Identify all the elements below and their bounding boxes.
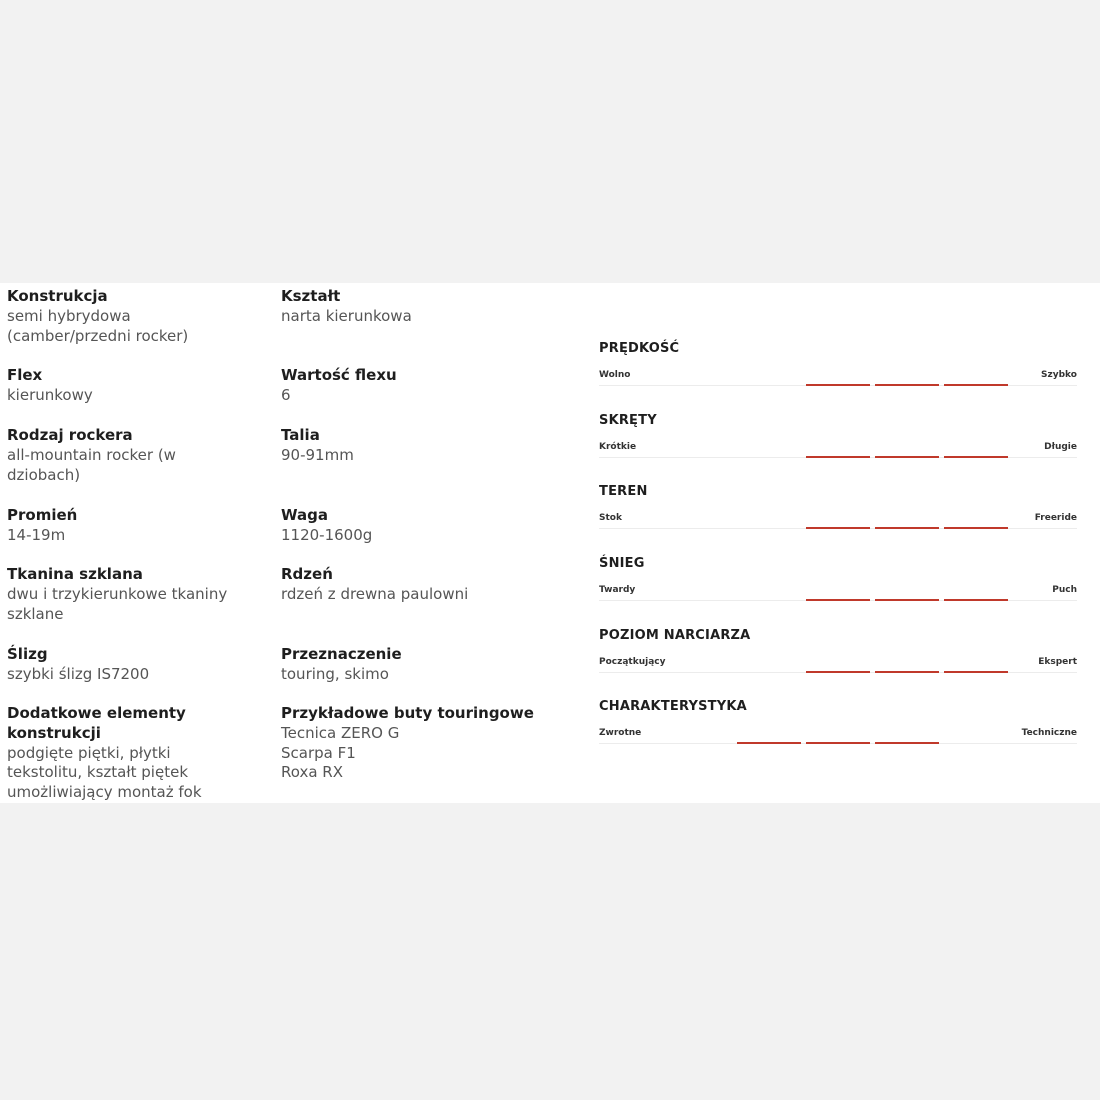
spec-value-line: 14-19m bbox=[7, 525, 66, 544]
rating-teren bbox=[599, 484, 1079, 544]
spec-label: Talia bbox=[281, 426, 320, 444]
rating-track bbox=[599, 528, 1077, 529]
spec-slizg bbox=[7, 645, 277, 685]
spec-value-line: Roxa RX bbox=[281, 763, 343, 782]
spec-value-line: szklane bbox=[7, 604, 64, 623]
rating-predkosc bbox=[599, 341, 1079, 401]
spec-rdzen bbox=[281, 565, 551, 605]
spec-label: Tkanina szklana bbox=[7, 565, 143, 583]
spec-label: Kształt bbox=[281, 287, 341, 305]
rating-min-label: Początkujący bbox=[599, 657, 666, 667]
rating-min-label: Stok bbox=[599, 513, 622, 523]
rating-segment bbox=[806, 384, 870, 386]
rating-poziom-narciarza bbox=[599, 628, 1079, 688]
spec-label: Przeznaczenie bbox=[281, 645, 402, 663]
spec-konstrukcja bbox=[7, 287, 277, 346]
spec-value bbox=[7, 585, 277, 625]
spec-value-line: all-mountain rocker (w bbox=[7, 445, 176, 464]
spec-przykladowe-buty-touringowe bbox=[281, 704, 551, 783]
rating-max-label: Techniczne bbox=[1021, 728, 1077, 738]
spec-label: Flex bbox=[7, 366, 43, 384]
spec-value-line: dziobach) bbox=[7, 465, 81, 484]
spec-value-line: szybki ślizg IS7200 bbox=[7, 664, 150, 683]
spec-label: Waga bbox=[281, 506, 328, 524]
rating-track bbox=[599, 600, 1077, 601]
rating-track bbox=[599, 743, 1077, 744]
spec-talia bbox=[281, 426, 551, 466]
spec-value bbox=[281, 307, 551, 327]
spec-value bbox=[281, 526, 551, 546]
rating-segment bbox=[806, 527, 870, 529]
spec-wartosc-flexu bbox=[281, 366, 551, 406]
rating-max-label: Freeride bbox=[1034, 513, 1077, 523]
rating-track bbox=[599, 672, 1077, 673]
product-spec-panel bbox=[0, 283, 1100, 803]
rating-min-label: Zwrotne bbox=[599, 728, 642, 738]
rating-segment bbox=[806, 671, 870, 673]
spec-label: Wartość flexu bbox=[281, 366, 397, 384]
rating-min-label: Twardy bbox=[599, 585, 636, 595]
rating-max-label: Ekspert bbox=[1038, 657, 1077, 667]
rating-title: SKRĘTY bbox=[599, 413, 657, 428]
rating-title: ŚNIEG bbox=[599, 556, 645, 571]
spec-dodatkowe-elementy-konstrukcji bbox=[7, 704, 277, 803]
rating-max-label: Długie bbox=[1044, 442, 1077, 452]
spec-value-line: dwu i trzykierunkowe tkaniny bbox=[7, 584, 228, 603]
spec-label: Dodatkowe elementy konstrukcji bbox=[7, 704, 186, 742]
rating-segment bbox=[875, 527, 939, 529]
rating-title: CHARAKTERYSTYKA bbox=[599, 699, 747, 714]
spec-value-line: narta kierunkowa bbox=[281, 306, 412, 325]
spec-promien bbox=[7, 506, 277, 546]
spec-value bbox=[281, 386, 551, 406]
rating-segment bbox=[806, 742, 870, 744]
rating-title: TEREN bbox=[599, 484, 648, 499]
rating-snieg bbox=[599, 556, 1079, 616]
rating-segment bbox=[944, 599, 1008, 601]
spec-ksztalt bbox=[281, 287, 551, 327]
rating-segment bbox=[806, 456, 870, 458]
spec-tkanina-szklana bbox=[7, 565, 277, 624]
spec-label: Rodzaj rockera bbox=[7, 426, 133, 444]
rating-max-label: Szybko bbox=[1041, 370, 1077, 380]
rating-segment bbox=[875, 456, 939, 458]
rating-segment bbox=[944, 671, 1008, 673]
spec-value-line: tekstolitu, kształt piętek bbox=[7, 763, 189, 782]
rating-segment bbox=[944, 384, 1008, 386]
spec-value bbox=[281, 724, 551, 783]
spec-label: Przykładowe buty touringowe bbox=[281, 704, 534, 722]
spec-rodzaj-rockera bbox=[7, 426, 277, 485]
rating-segment bbox=[944, 456, 1008, 458]
rating-skrety bbox=[599, 413, 1079, 473]
rating-max-label: Puch bbox=[1052, 585, 1077, 595]
spec-value-line: 1120-1600g bbox=[281, 525, 373, 544]
spec-value-line: Tecnica ZERO G bbox=[281, 723, 400, 742]
rating-segment bbox=[875, 671, 939, 673]
spec-value-line: 90-91mm bbox=[281, 445, 354, 464]
spec-value-line: semi hybrydowa bbox=[7, 306, 131, 325]
rating-title: POZIOM NARCIARZA bbox=[599, 628, 751, 643]
spec-value bbox=[7, 307, 277, 347]
spec-value bbox=[7, 665, 277, 685]
rating-title: PRĘDKOŚĆ bbox=[599, 341, 680, 356]
spec-value-line: podgięte piętki, płytki bbox=[7, 743, 171, 762]
spec-value bbox=[7, 446, 277, 486]
spec-value-line: kierunkowy bbox=[7, 385, 93, 404]
spec-label: Ślizg bbox=[7, 645, 48, 663]
rating-charakterystyka bbox=[599, 699, 1079, 759]
spec-value bbox=[7, 526, 277, 546]
rating-segment bbox=[944, 527, 1008, 529]
spec-value bbox=[281, 585, 551, 605]
spec-label: Konstrukcja bbox=[7, 287, 108, 305]
spec-value-line: rdzeń z drewna paulowni bbox=[281, 584, 469, 603]
spec-value bbox=[7, 386, 277, 406]
spec-flex bbox=[7, 366, 277, 406]
rating-track bbox=[599, 385, 1077, 386]
spec-label: Promień bbox=[7, 506, 78, 524]
rating-min-label: Wolno bbox=[599, 370, 631, 380]
rating-segment bbox=[806, 599, 870, 601]
spec-value bbox=[281, 665, 551, 685]
spec-label: Rdzeń bbox=[281, 565, 333, 583]
rating-segment bbox=[875, 599, 939, 601]
rating-segment bbox=[737, 742, 801, 744]
rating-min-label: Krótkie bbox=[599, 442, 637, 452]
spec-value bbox=[281, 446, 551, 466]
rating-track bbox=[599, 457, 1077, 458]
spec-value-line: umożliwiający montaż fok bbox=[7, 783, 202, 802]
spec-waga bbox=[281, 506, 551, 546]
spec-value-line: 6 bbox=[281, 385, 291, 404]
spec-value-line: touring, skimo bbox=[281, 664, 389, 683]
rating-segment bbox=[875, 742, 939, 744]
spec-value-line: (camber/przedni rocker) bbox=[7, 326, 189, 345]
spec-value bbox=[7, 744, 277, 803]
spec-przeznaczenie bbox=[281, 645, 551, 685]
rating-segment bbox=[875, 384, 939, 386]
spec-value-line: Scarpa F1 bbox=[281, 743, 356, 762]
